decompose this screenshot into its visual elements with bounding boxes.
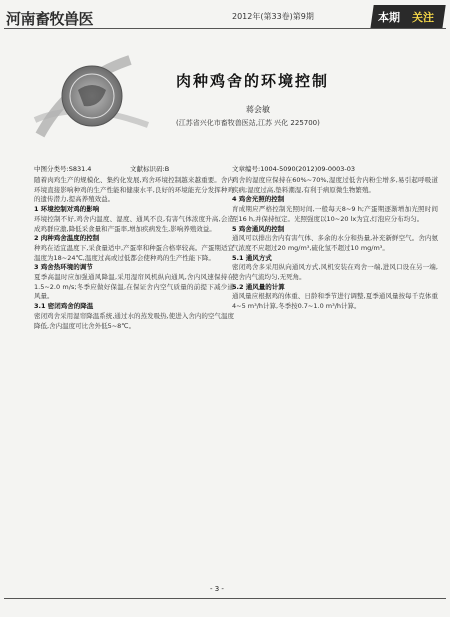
author-affiliation: (江苏省兴化市畜牧兽医站,江苏 兴化 225700) — [176, 119, 320, 127]
section-heading: 2 肉种鸡舍温度的控制 — [34, 234, 100, 243]
section-heading: 3 鸡舍热环境的调节 — [34, 263, 93, 272]
header-divider — [4, 28, 446, 29]
clc-number: 中图分类号:S831.4 — [34, 165, 92, 173]
article-title: 肉种鸡舍的环境控制 — [176, 72, 330, 90]
badge-left-label: 本期 — [378, 11, 400, 24]
left-text-column — [34, 176, 234, 331]
body-paragraph: 随着肉鸡生产的规模化、集约化发展,鸡舍环境控制越来越重要。舍内环境直接影响种鸡的生产性能和健康水平,良好的环境能充分发挥种鸡的遗传潜力,提高养殖效益。 — [34, 176, 234, 204]
section-heading: 5.2 通风量的计算 — [232, 282, 285, 291]
body-paragraph: 种鸡在适宜温度下,采食量适中,产蛋率和种蛋合格率较高。产蛋期适宜温度为18~24℃,温度过高或过低都会使种鸡的生产性能下降。 — [34, 243, 234, 262]
body-paragraph: 密闭鸡舍多采用纵向通风方式,风机安装在鸡舍一端,进风口设在另一端,使舍内气流均匀,无死角。 — [232, 263, 438, 282]
issue-info: 2012年(第33卷)第9期 — [232, 12, 314, 21]
section-heading: 5 鸡舍通风的控制 — [232, 224, 285, 233]
article-author: 蒋会敏 — [246, 105, 270, 114]
body-paragraph: 夏季高温时应加强通风降温,采用湿帘风机纵向通风,舍内风速保持在1.5~2.0 m/s;冬季应做好保温,在保证舍内空气质量的前提下减少通风量。 — [34, 273, 234, 301]
footer-divider — [4, 598, 446, 599]
section-heading: 5.1 通风方式 — [232, 253, 272, 262]
body-paragraph: 通风可以排出舍内有害气体、多余的水分和热量,补充新鲜空气。舍内氨气浓度不应超过20 mg/m³,硫化氢不超过10 mg/m³。 — [232, 234, 438, 252]
body-paragraph: 环境控制不好,鸡舍内温度、湿度、通风不良,有害气体浓度升高,会造成鸡群应激,降低采食量和产蛋率,增加疾病发生,影响养殖效益。 — [34, 214, 234, 233]
body-paragraph: 密闭鸡舍采用湿帘降温系统,通过水的蒸发吸热,使进入舍内的空气温度降低,舍内温度可比舍外低5~8℃。 — [34, 311, 234, 330]
badge-right-label: 关注 — [412, 11, 434, 24]
section-heading: 3.1 密闭鸡舍的降温 — [34, 302, 94, 311]
document-code: 文献标识码:B — [130, 165, 170, 173]
body-paragraph: 育成期应严格控制光照时间,一般每天8~9 h;产蛋期逐渐增加光照时间至16 h,并保持恒定。光照强度以10~20 lx为宜,灯泡应分布均匀。 — [232, 205, 438, 223]
section-badge — [370, 5, 445, 29]
journal-logo: 河南畜牧兽医 — [6, 10, 94, 28]
body-paragraph: 鸡舍的湿度应保持在60%~70%,湿度过低舍内粉尘增多,易引起呼吸道疾病;湿度过高,垫料潮湿,有利于病原微生物繁殖。 — [232, 176, 438, 194]
article-number: 文章编号:1004-5090(2012)09-0003-03 — [232, 165, 356, 173]
decorative-emblem — [30, 40, 152, 152]
section-heading: 4 鸡舍光照的控制 — [232, 195, 285, 204]
body-paragraph: 通风量应根据鸡的体重、日龄和季节进行调整,夏季通风量按每千克体重4~5 m³/h计算,冬季按0.7~1.0 m³/h计算。 — [232, 292, 438, 311]
page-number: - 3 - — [210, 585, 224, 593]
section-heading: 1 环境控制对鸡的影响 — [34, 205, 100, 214]
page-header — [0, 0, 450, 30]
right-text-column — [232, 176, 438, 312]
